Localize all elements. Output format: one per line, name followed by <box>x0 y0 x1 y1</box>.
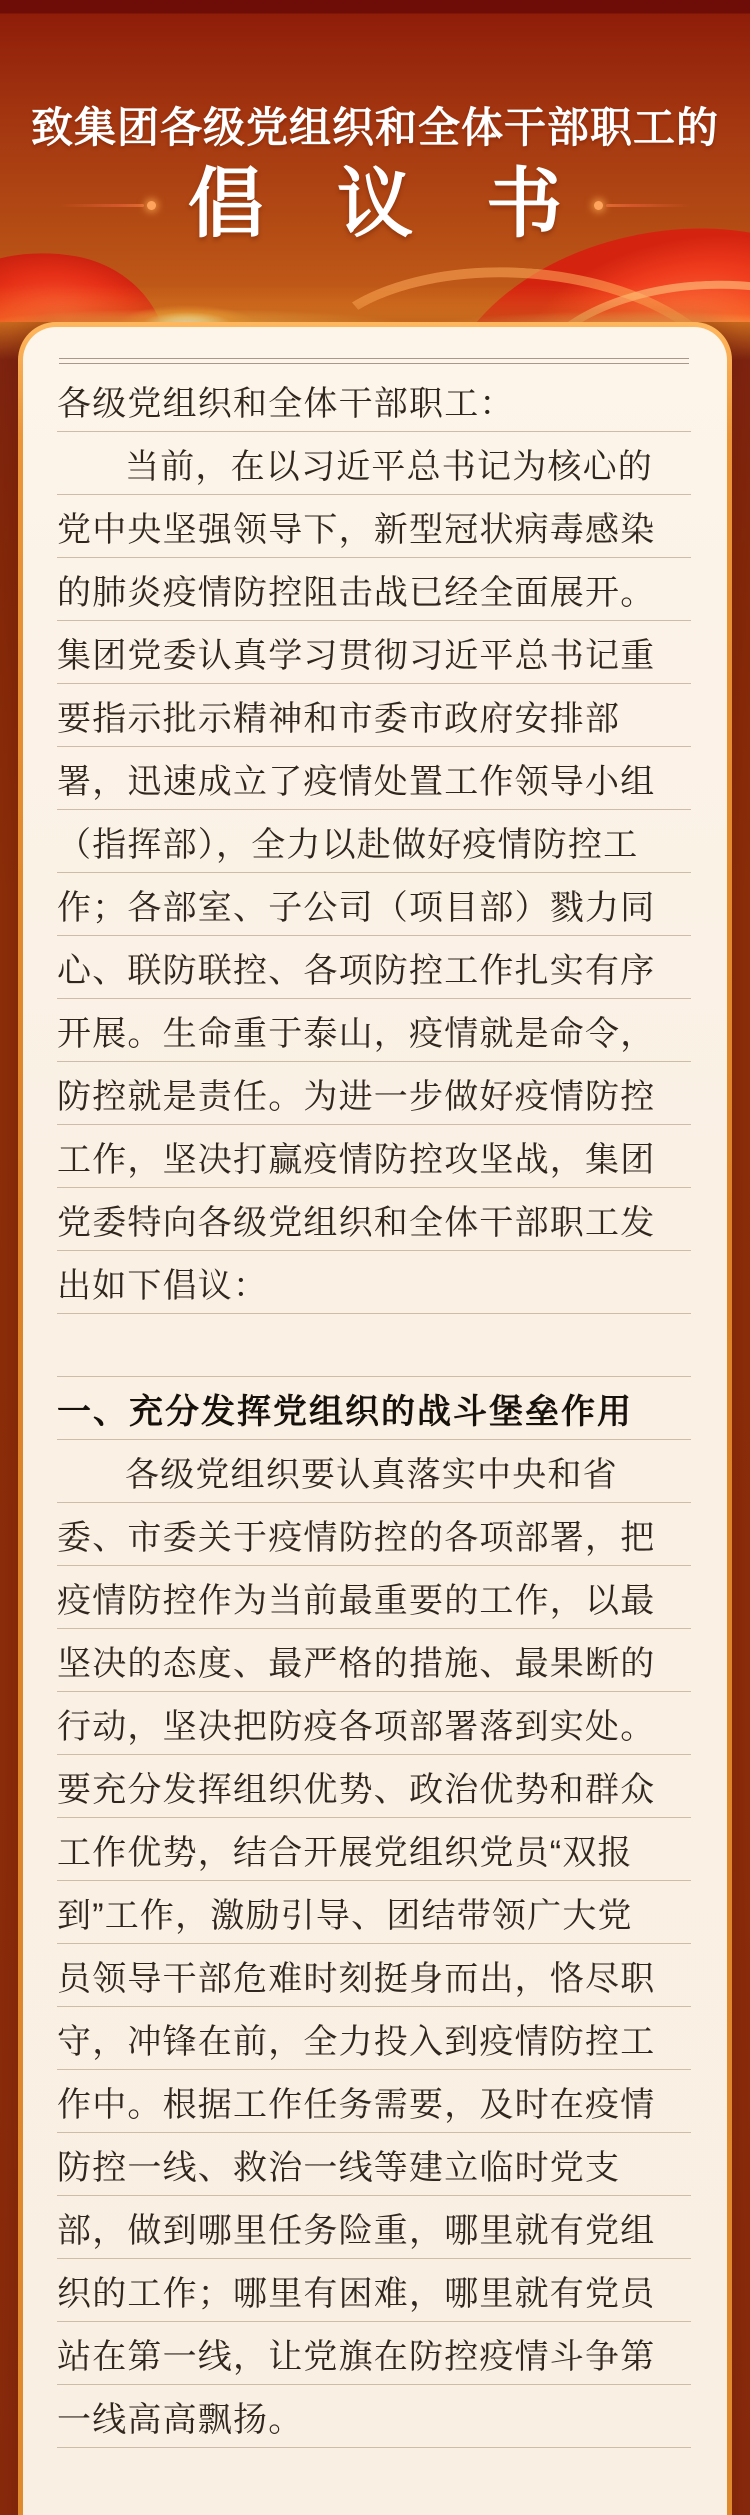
body-line: 守，冲锋在前，全力投入到疫情防控工 <box>57 2007 691 2070</box>
body-line: 党委特向各级党组织和全体干部职工发 <box>57 1188 691 1251</box>
body-line: 防控一线、救治一线等建立临时党支 <box>57 2133 691 2196</box>
body-line: 开展。生命重于泰山，疫情就是命令， <box>57 999 691 1062</box>
body-line: 员领导干部危难时刻挺身而出，恪尽职 <box>57 1944 691 2007</box>
title-decor-right <box>594 201 692 210</box>
body-line: 到”工作，激励引导、团结带领广大党 <box>57 1881 691 1944</box>
body-line: 出如下倡议： <box>57 1251 691 1314</box>
body-line: 署，迅速成立了疫情处置工作领导小组 <box>57 747 691 810</box>
body-line: 要指示批示精神和市委市政府安排部 <box>57 684 691 747</box>
body-line: 一线高高飘扬。 <box>57 2385 691 2448</box>
page-title-line1: 致集团各级党组织和全体干部职工的 <box>30 104 719 151</box>
decor-line-icon <box>58 204 144 207</box>
body-lines <box>57 364 691 2448</box>
body-line: （指挥部），全力以赴做好疫情防控工 <box>57 810 691 873</box>
content-card-border <box>18 322 732 2515</box>
body-line: 作；各部室、子公司（项目部）戮力同 <box>57 873 691 936</box>
content-card <box>23 327 727 2515</box>
body-line: 坚决的态度、最严格的措施、最果断的 <box>57 1629 691 1692</box>
body-line: 的肺炎疫情防控阻击战已经全面展开。 <box>57 558 691 621</box>
page-title-line2: 倡 议 书 <box>187 162 589 247</box>
title-decor-left <box>58 201 156 210</box>
body-line: 作中。根据工作任务需要，及时在疫情 <box>57 2070 691 2133</box>
body-line: 党中央坚强领导下，新型冠状病毒感染 <box>57 495 691 558</box>
page-title-row <box>0 162 750 247</box>
header <box>0 13 750 322</box>
body-line: 委、市委关于疫情防控的各项部署，把 <box>57 1503 691 1566</box>
section-heading: 一、充分发挥党组织的战斗堡垒作用 <box>57 1377 691 1440</box>
body-line: 行动，坚决把防疫各项部署落到实处。 <box>57 1692 691 1755</box>
body-line: 各级党组织要认真落实中央和省 <box>57 1440 691 1503</box>
body-line: 部，做到哪里任务险重，哪里就有党组 <box>57 2196 691 2259</box>
body-line: 站在第一线，让党旗在防控疫情斗争第 <box>57 2322 691 2385</box>
body-line: 织的工作；哪里有困难，哪里就有党员 <box>57 2259 691 2322</box>
body-line: 要充分发挥组织优势、政治优势和群众 <box>57 1755 691 1818</box>
blank-line <box>57 1314 691 1377</box>
body-line: 防控就是责任。为进一步做好疫情防控 <box>57 1062 691 1125</box>
body-line: 当前，在以习近平总书记为核心的 <box>57 432 691 495</box>
decor-dot-icon <box>594 201 603 210</box>
body-line: 各级党组织和全体干部职工： <box>57 364 691 432</box>
body-line: 工作，坚决打赢疫情防控攻坚战，集团 <box>57 1125 691 1188</box>
top-bar <box>0 0 750 13</box>
light-flare <box>0 285 750 322</box>
decor-line-icon <box>606 204 692 207</box>
decor-dot-icon <box>147 201 156 210</box>
body-line: 疫情防控作为当前最重要的工作，以最 <box>57 1566 691 1629</box>
body-line: 工作优势，结合开展党组织党员“双报 <box>57 1818 691 1881</box>
body-line: 心、联防联控、各项防控工作扎实有序 <box>57 936 691 999</box>
body-line: 集团党委认真学习贯彻习近平总书记重 <box>57 621 691 684</box>
